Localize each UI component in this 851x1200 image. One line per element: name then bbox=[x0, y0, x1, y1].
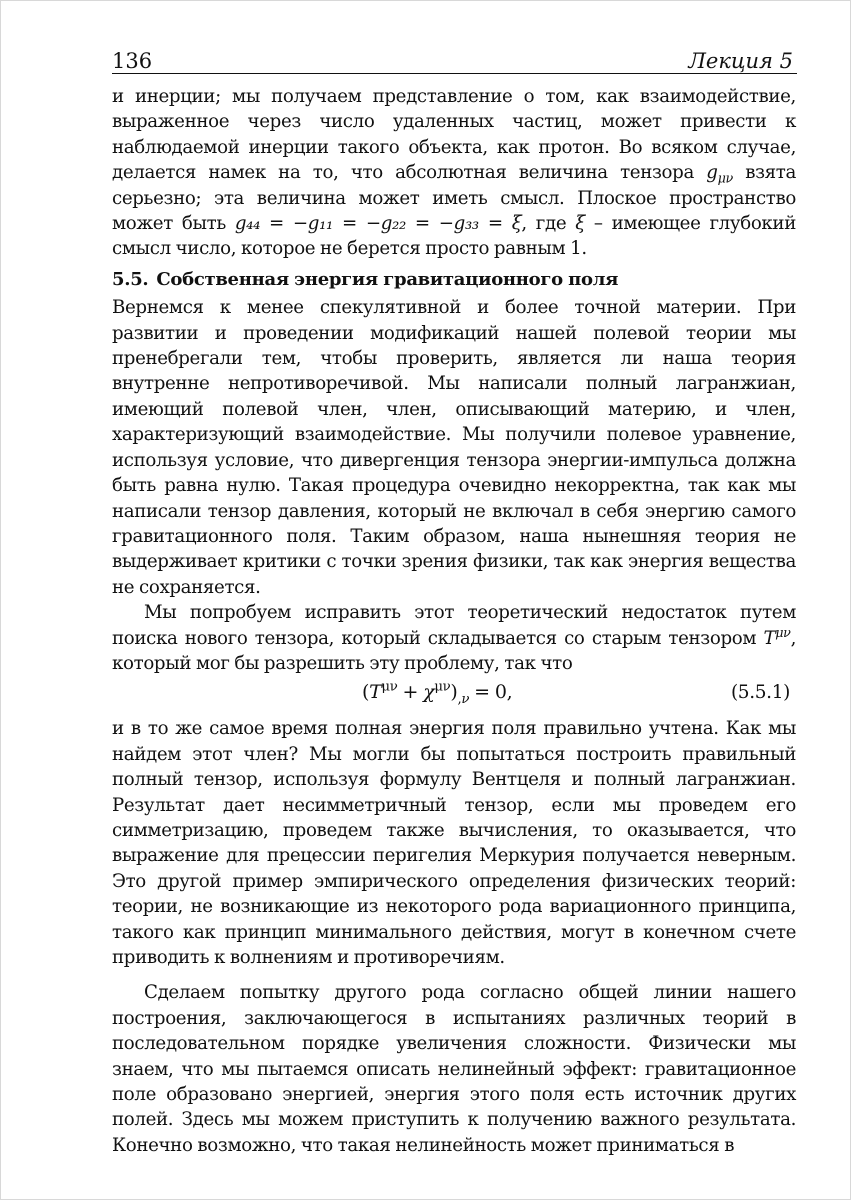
tensor-T: $T^{\mu\nu}$ bbox=[763, 625, 791, 649]
paragraph-1: и инерции; мы получаем представление о том, как взаимодействие, выраженное через число удаленных частиц, может привести к наблюдаемой инерции такого объекта, как протон. Во всяком случае, делается намек на то, что абсолютная величина тензора $g_{\mu\nu}$ взята серьезно; эта величина может иметь смысл. Плоское пространство может быть g₄₄ = −g₁₁ = −g₂₂ = −g₃₃ = ξ, где ξ – имеющее глубокий смысл число, которое не берется просто равным 1. bbox=[112, 86, 796, 260]
running-head: Лекция 5 bbox=[688, 49, 793, 73]
equation-body: $(T^{\mu\nu} + \chi^{\mu\nu})_{,\nu} = 0$, bbox=[362, 680, 513, 708]
paragraph-5: Сделаем попытку другого рода согласно общей линии нашего построения, заключающегося в испытаниях различных теорий в последовательном порядке увеличения сложности. Физически мы знаем, что мы пытаемся описать нелинейный эффект: гравитационное поле образовано энергией, энергия этого поля есть источник других полей. Здесь мы можем приступить к получению важного результата. Конечно возможно, что такая нелинейность может приниматься в bbox=[112, 982, 796, 1156]
page-header bbox=[112, 38, 793, 72]
flat-space-metric: g₄₄ = −g₁₁ = −g₂₂ = −g₃₃ = ξ bbox=[234, 213, 522, 235]
xi-symbol: ξ bbox=[575, 213, 585, 235]
equation-number: (5.5.1) bbox=[730, 682, 790, 704]
page-number: 136 bbox=[112, 49, 153, 73]
paragraph-2: Вернемся к менее спекулятивной и более точной материи. При развитии и проведении модификаций нашей полевой теории мы пренебрегали тем, чтобы проверить, является ли наша теория внутренне непротиворечивой. Мы написали полный лагранжиан, имеющий полевой член, член, описывающий материю, и член, характеризующий взаимодействие. Мы получили полевое уравнение, используя условие, что дивергенция тензора энергии-импульса должна быть равна нулю. Такая процедура очевидно некорректна, так как мы написали тензор давления, который не включал в себя энергию самого гравитационного поля. Таким образом, наша нынешняя теория не выдерживает критики с точки зрения физики, так как энергия вещества не сохраняется. bbox=[112, 297, 796, 598]
tensor-g: $g_{\mu\nu}$ bbox=[706, 162, 733, 187]
section-heading bbox=[112, 267, 796, 292]
paragraph-3: Мы попробуем исправить этот теоретический недостаток путем поиска нового тензора, который складывается со старым тензором $T^{\mu\nu}$, который мог бы разрешить эту проблему, так что bbox=[112, 602, 796, 674]
equation-5-5-1 bbox=[112, 676, 796, 716]
body-text bbox=[112, 84, 796, 1158]
section-title: Собственная энергия гравитационного поля bbox=[156, 268, 619, 290]
paragraph-4: и в то же самое время полная энергия поля правильно учтена. Как мы найдем этот член? Мы могли бы попытаться построить правильный полный тензор, используя формулу Вентцеля и полный лагранжиан. Результат дает несимметричный тензор, если мы проведем его симметризацию, проведем также вычисления, то оказывается, что выражение для прецессии перигелия Меркурия получается неверным. Это другой пример эмпирического определения физических теорий: теории, не возникающие из некоторого рода вариационного принципа, такого как принцип минимального действия, могут в конечном счете приводить к волнениям и противоречиям. bbox=[112, 718, 796, 968]
section-number: 5.5. bbox=[112, 268, 149, 290]
header-rule bbox=[112, 73, 797, 74]
